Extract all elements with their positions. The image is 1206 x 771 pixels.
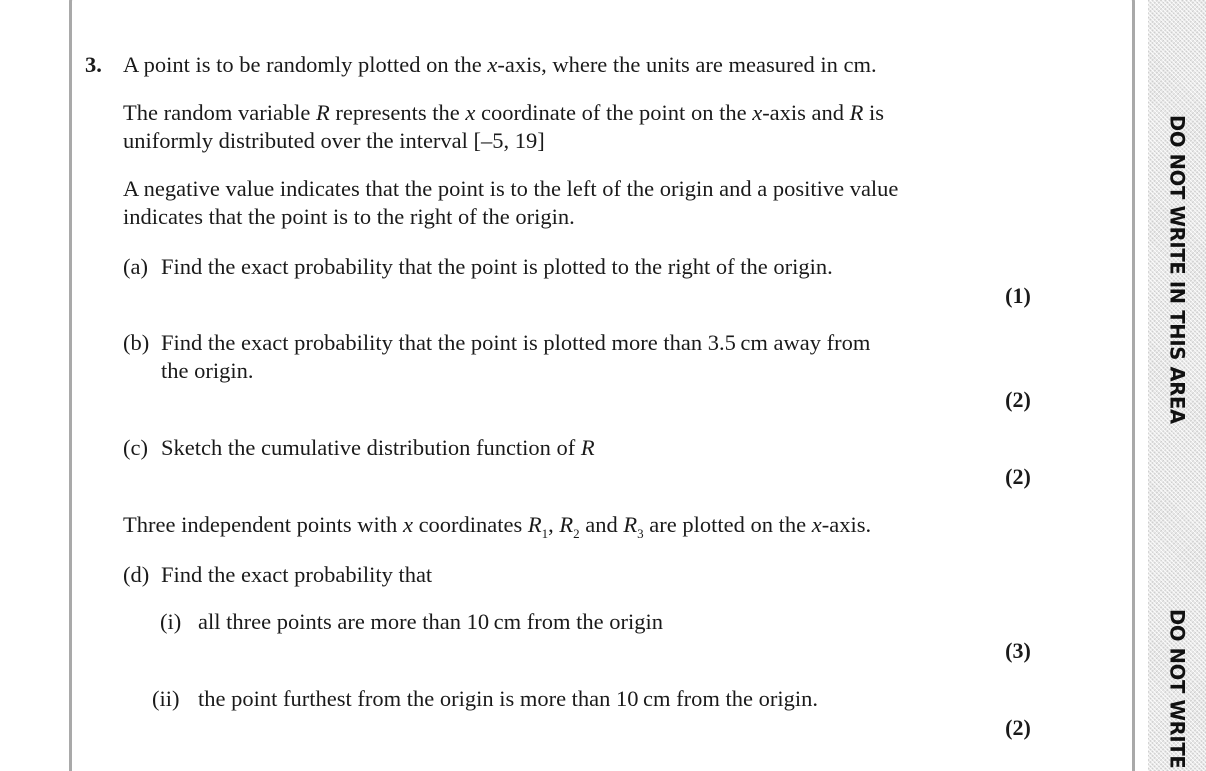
question-intro: A point is to be randomly plotted on the x-axis, where the units are measured in cm. [123,52,877,77]
part-d-ii-text: the point furthest from the origin is more than 10 cm from the origin. [198,686,819,711]
subpart-label: (ii) [152,686,180,711]
part-d-text: Find the exact probability that [161,562,433,587]
part-label: (c) [123,435,148,460]
paragraph-line: uniformly distributed over the interval [–5, 19] [123,128,545,153]
marks-d-i: (3) [1005,638,1031,663]
paragraph-line: A negative value indicates that the point is to the left of the origin and a positive value [123,176,899,201]
part-b-text: Find the exact probability that the point is plotted more than 3.5 cm away from [161,330,871,355]
margin-warning: DO NOT WRITE IN THIS AREA [1165,115,1189,424]
part-c-text: Sketch the cumulative distribution function of R [161,435,595,460]
part-d-i-text: all three points are more than 10 cm from the origin [198,609,663,634]
paragraph-line: indicates that the point is to the right of the origin. [123,204,575,229]
marks-b: (2) [1005,387,1031,412]
marks-c: (2) [1005,464,1031,489]
question-number: 3. [85,52,102,77]
paragraph-line: The random variable R represents the x coordinate of the point on the x-axis and R is [123,100,885,125]
paragraph-line: Three independent points with x coordinates $R_1$, $R_2$ and $R_3$ are plotted on the x-axis. [123,512,872,541]
part-label: (d) [123,562,150,587]
part-b-text-cont: the origin. [161,358,254,383]
margin-warning-cut: DO NOT WRITE [1165,609,1189,769]
marks-a: (1) [1005,283,1031,308]
part-label: (a) [123,254,148,279]
marks-d-ii: (2) [1005,715,1031,740]
subpart-label: (i) [160,609,182,634]
part-label: (b) [123,330,150,355]
part-a-text: Find the exact probability that the point is plotted to the right of the origin. [161,254,833,279]
